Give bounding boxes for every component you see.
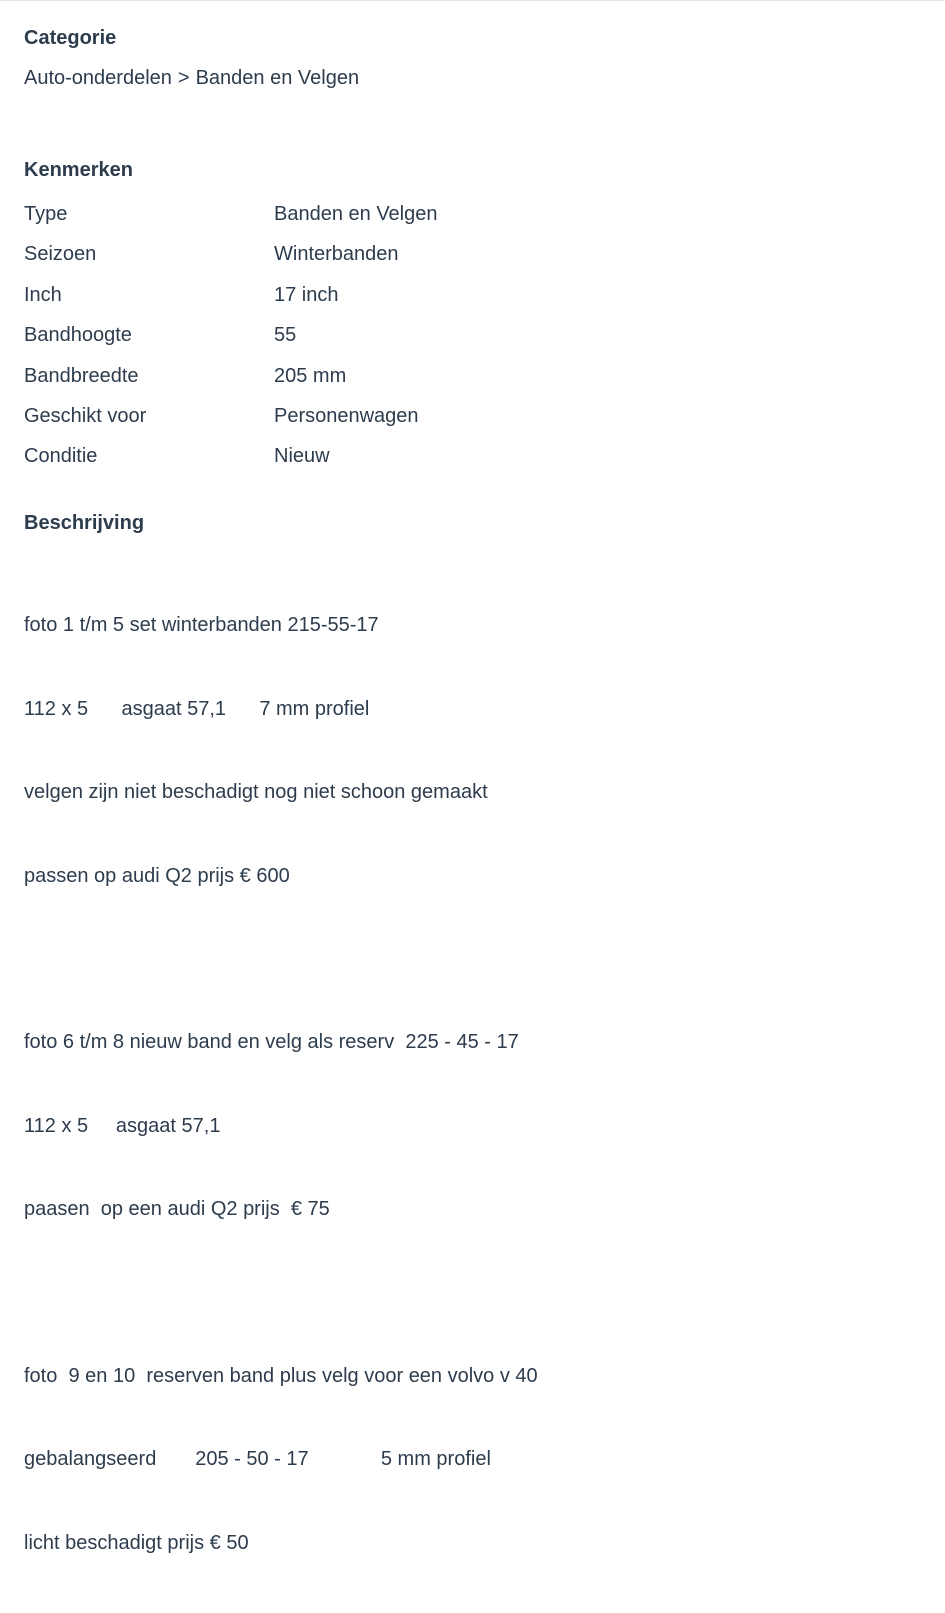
description-line: foto 6 t/m 8 nieuw band en velg als reserv 225 - 45 - 17 xyxy=(24,1031,519,1054)
category-parent-link[interactable]: Auto-onderdelen xyxy=(24,67,172,89)
category-child-link[interactable]: Banden en Velgen xyxy=(195,67,360,89)
attribute-label: Bandbreedte xyxy=(24,364,139,387)
description-line: passen op audi Q2 prijs € 600 xyxy=(24,864,290,887)
description-line: licht beschadigt prijs € 50 xyxy=(24,1531,249,1554)
attributes-section xyxy=(24,156,924,485)
attribute-row-geschikt-voor xyxy=(24,404,924,444)
listing-details xyxy=(24,24,924,1613)
description-line: foto 1 t/m 5 set winterbanden 215-55-17 xyxy=(24,614,379,637)
attribute-row-conditie xyxy=(24,444,924,484)
category-heading: Categorie xyxy=(24,27,117,49)
attribute-row-seizoen xyxy=(24,242,924,282)
attribute-value: 17 inch xyxy=(274,283,339,306)
attribute-value: 205 mm xyxy=(274,364,347,387)
attributes-table xyxy=(24,202,924,485)
description-line: velgen zijn niet beschadigt nog niet schoon gemaakt xyxy=(24,781,488,804)
breadcrumb-separator: > xyxy=(177,67,190,89)
attribute-value: Personenwagen xyxy=(274,404,419,427)
description-section xyxy=(24,509,924,1613)
category-breadcrumb xyxy=(24,64,924,92)
description-line: foto 9 en 10 reserven band plus velg voor een volvo v 40 xyxy=(24,1364,538,1387)
description-line: 112 x 5 asgaat 57,1 7 mm profiel xyxy=(24,697,370,720)
attribute-label: Seizoen xyxy=(24,243,97,266)
attribute-value: Banden en Velgen xyxy=(274,203,438,225)
attribute-row-bandbreedte xyxy=(24,364,924,404)
attribute-label: Bandhoogte xyxy=(24,324,132,347)
description-heading: Beschrijving xyxy=(24,511,145,534)
description-text xyxy=(24,557,924,1613)
attribute-value: Winterbanden xyxy=(274,243,399,266)
description-blank-line xyxy=(24,946,924,974)
description-line: paasen op een audi Q2 prijs € 75 xyxy=(24,1198,330,1221)
description-line: gebalangseerd 205 - 50 - 17 5 mm profiel xyxy=(24,1448,491,1471)
description-line: 112 x 5 asgaat 57,1 xyxy=(24,1114,221,1137)
attribute-row-inch xyxy=(24,283,924,323)
top-divider xyxy=(0,0,945,1)
attributes-heading: Kenmerken xyxy=(24,159,133,181)
attribute-label: Inch xyxy=(24,283,62,306)
category-section xyxy=(24,24,924,92)
attribute-label: Conditie xyxy=(24,445,98,468)
attribute-row-bandhoogte xyxy=(24,323,924,363)
attribute-row-type xyxy=(24,202,924,242)
attribute-value: 55 xyxy=(274,324,297,347)
attribute-value: Nieuw xyxy=(274,445,330,468)
description-blank-line xyxy=(24,1279,924,1307)
attribute-label: Geschikt voor xyxy=(24,404,147,427)
attribute-label: Type xyxy=(24,203,68,225)
